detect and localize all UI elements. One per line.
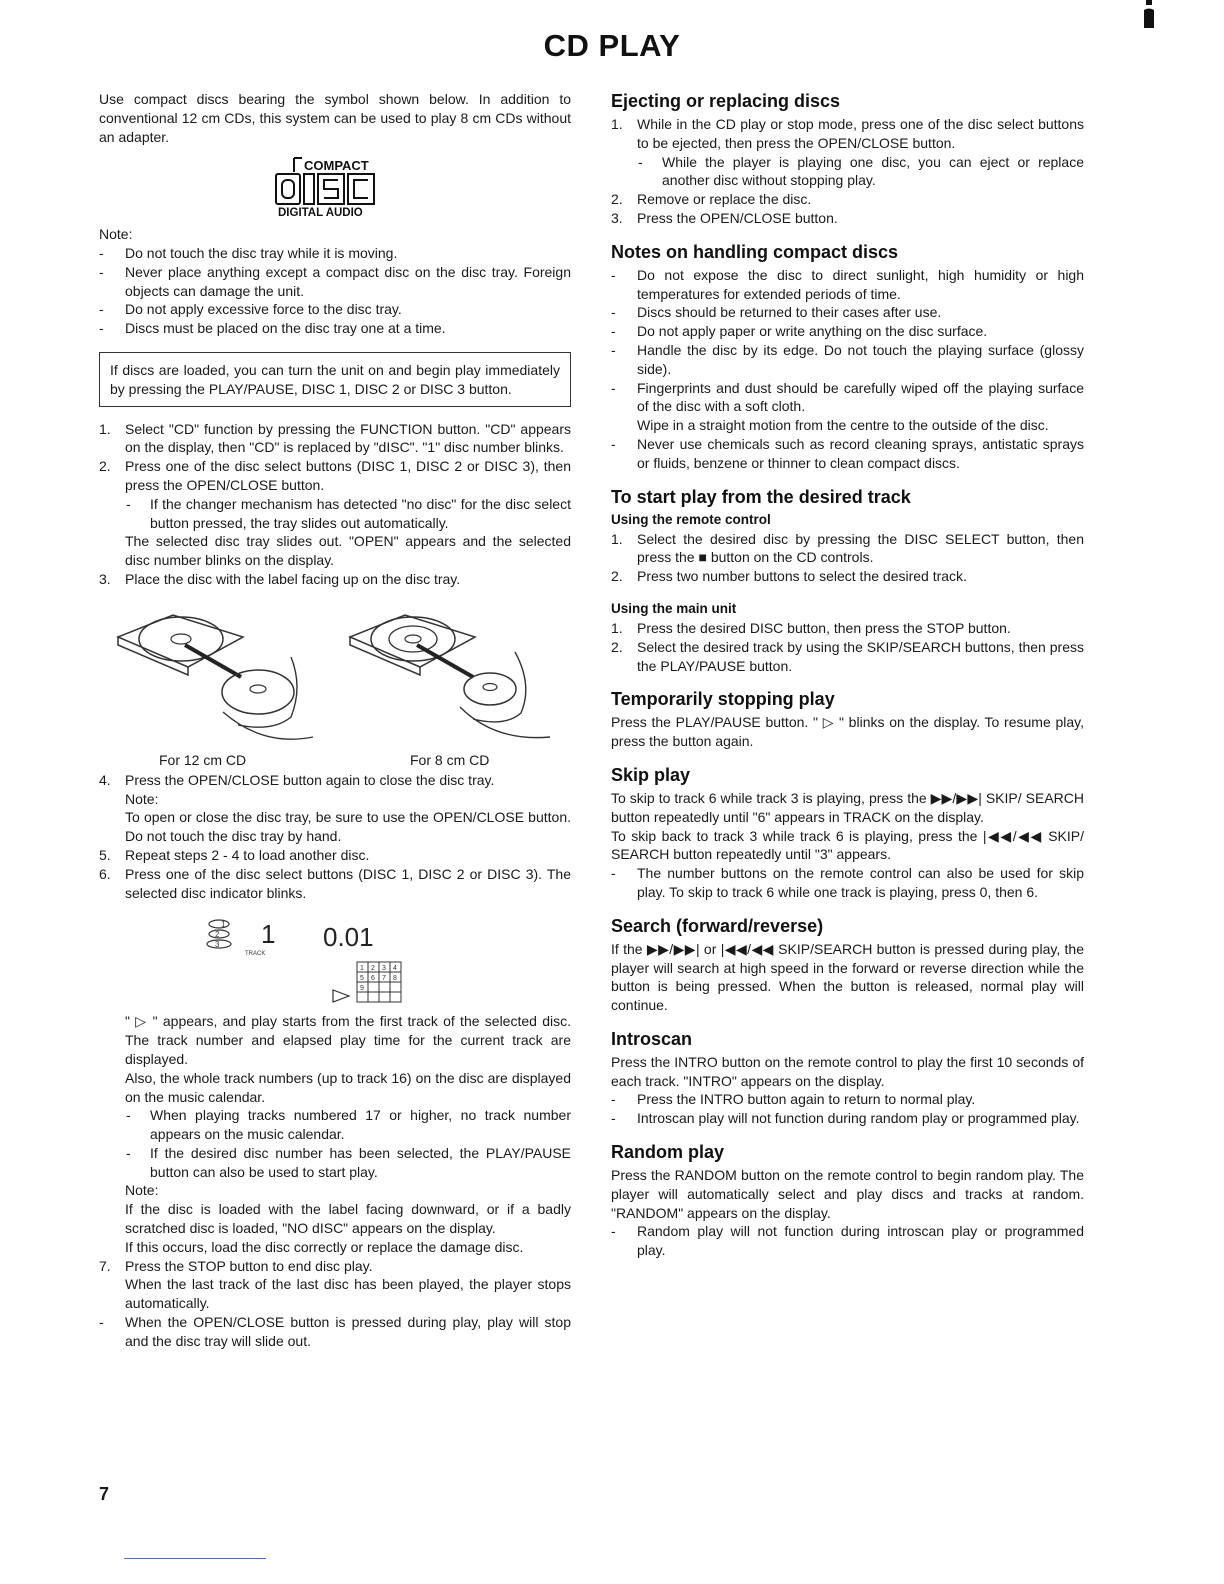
caption-8cm: For 8 cm CD bbox=[410, 751, 490, 768]
logo-compact-text: COMPACT bbox=[304, 158, 369, 174]
note-label: Note: bbox=[99, 226, 133, 243]
quick-start-box: If discs are loaded, you can turn the unit on and begin play immediately by pressing the PLAY/PAUSE, DISC 1, DISC 2 or DISC 3 button. bbox=[99, 352, 571, 407]
list-item: - Never use chemicals such as record cleaning sprays, antistatic sprays or fluids, benzene or thinner to clean compact discs. bbox=[611, 435, 1084, 471]
compact-disc-logo bbox=[274, 154, 394, 223]
list-item: 2. Select the desired track by using the SKIP/SEARCH buttons, then press the PLAY/PAUSE button. bbox=[611, 638, 1084, 674]
section-random bbox=[611, 1141, 1084, 1260]
section-handling bbox=[611, 241, 1084, 473]
section-pause bbox=[611, 688, 1084, 751]
list-item: 1. Press the desired DISC button, then press the STOP button. bbox=[611, 619, 1011, 636]
section-heading: Ejecting or replacing discs bbox=[611, 91, 841, 111]
step-2-after: The selected disc tray slides out. "OPEN" appears and the selected disc number blinks on the display. bbox=[125, 533, 571, 569]
disc-placement-figures bbox=[99, 607, 571, 767]
section-introscan bbox=[611, 1028, 1084, 1128]
disc-indicator-1: 1 bbox=[221, 920, 226, 930]
footer-rule bbox=[124, 1558, 266, 1559]
display-track-label: TRACK bbox=[245, 951, 266, 958]
list-item: 1. While in the CD play or stop mode, press one of the disc select buttons to be ejected, then press the OPEN/CLOSE button. bbox=[611, 116, 1084, 151]
list-item: - Introscan play will not function during random play or programmed play. bbox=[611, 1110, 1080, 1127]
step-6: 6. Press one of the disc select buttons (DISC 1, DISC 2 or DISC 3). The selected disc indicator blinks. bbox=[99, 865, 571, 901]
compact-disc-logo-icon bbox=[274, 154, 394, 218]
section-text: If the ▶▶/▶▶| or |◀◀/◀◀ SKIP/SEARCH button is pressed during play, the player will search at high speed in the forward or reverse direction while the button is being pressed. When the button is released, normal play will continue. bbox=[611, 940, 1084, 1014]
left-column bbox=[99, 90, 571, 1351]
note-item: - Do not touch the disc tray while it is moving. bbox=[99, 244, 398, 261]
list-item: 2. Remove or replace the disc. bbox=[611, 191, 812, 208]
step-1: 1. Select "CD" function by pressing the FUNCTION button. "CD" appears on the display, then "CD" is replaced by "dISC". "1" disc number blinks. bbox=[99, 420, 571, 456]
cal-cell: 1 bbox=[360, 965, 364, 973]
step-5: 5. Repeat steps 2 - 4 to load another disc. bbox=[99, 846, 370, 863]
note2-text: If the disc is loaded with the label facing downward, or if a badly scratched disc is loaded, "NO dISC" appears on the display. bbox=[125, 1201, 571, 1237]
note2-text: If this occurs, load the disc correctly or replace the damage disc. bbox=[125, 1238, 524, 1255]
step-7: 7. Press the STOP button to end disc play. bbox=[99, 1257, 373, 1274]
disc-indicator-3: 3 bbox=[215, 940, 220, 950]
note-item: - Discs must be placed on the disc tray one at a time. bbox=[99, 320, 446, 337]
note-item: - Do not apply excessive force to the disc tray. bbox=[99, 301, 402, 318]
list-sub-item: - While the player is playing one disc, you can eject or replace another disc without stopping play. bbox=[638, 153, 1084, 189]
caption-12cm: For 12 cm CD bbox=[159, 751, 247, 768]
cal-cell: 3 bbox=[382, 965, 386, 973]
right-column bbox=[611, 90, 1084, 1273]
sub-heading: Using the main unit bbox=[611, 600, 737, 616]
list-item: 3. Press the OPEN/CLOSE button. bbox=[611, 209, 838, 226]
section-heading: Introscan bbox=[611, 1028, 693, 1049]
section-eject bbox=[611, 90, 1084, 228]
intro-text: Use compact discs bearing the symbol shown below. In addition to conventional 12 cm CDs, this system can be used to play 8 cm CDs without an adapter. bbox=[99, 91, 571, 145]
cal-cell: 6 bbox=[371, 975, 375, 983]
section-heading: Skip play bbox=[611, 764, 691, 785]
section-text: Press the PLAY/PAUSE button. " ▷ " blinks on the display. To resume play, press the button again. bbox=[611, 714, 1084, 750]
section-text: Press the RANDOM button on the remote control to begin random play. The player will automatically select and play discs and tracks at random. "RANDOM" appears on the display. bbox=[611, 1167, 1084, 1221]
disc-12cm-illustration bbox=[113, 607, 333, 747]
section-text: To skip back to track 3 while track 6 is playing, press the |◀◀/◀◀ SKIP/ SEARCH button repeatedly until "3" appears. bbox=[611, 827, 1084, 863]
display-elapsed-time: 0.01 bbox=[323, 922, 374, 953]
list-item: - Do not expose the disc to direct sunlight, high humidity or high temperatures for extended periods of time. bbox=[611, 266, 1084, 302]
section-heading: Notes on handling compact discs bbox=[611, 241, 899, 262]
step-3: 3. Place the disc with the label facing up on the disc tray. bbox=[99, 570, 461, 587]
section-heading: Search (forward/reverse) bbox=[611, 915, 824, 936]
step-2-sub: - If the changer mechanism has detected "no disc" for the disc select button pressed, the tray slides out automatically. bbox=[126, 495, 571, 531]
step-2: 2. Press one of the disc select buttons (DISC 1, DISC 2 or DISC 3), then press the OPEN/CLOSE button. bbox=[99, 458, 571, 493]
note2-label: Note: bbox=[125, 1182, 159, 1199]
disc-8cm-illustration bbox=[345, 607, 565, 747]
after-display-sub: - If the desired disc number has been selected, the PLAY/PAUSE button can also be used to start play. bbox=[126, 1144, 571, 1180]
play-indicator-icon bbox=[333, 990, 349, 1002]
cal-cell: 9 bbox=[360, 985, 364, 993]
section-heading: To start play from the desired track bbox=[611, 486, 911, 507]
list-item: - Handle the disc by its edge. Do not touch the playing surface (glossy side). bbox=[611, 341, 1084, 377]
step-4-note: To open or close the disc tray, be sure to use the OPEN/CLOSE button. Do not touch the disc tray by hand. bbox=[125, 809, 571, 845]
page-corner-tab-icon bbox=[1140, 0, 1158, 30]
section-search bbox=[611, 915, 1084, 1015]
sub-heading: Using the remote control bbox=[611, 511, 771, 527]
section-start-track bbox=[611, 486, 1084, 676]
final-note: - When the OPEN/CLOSE button is pressed during play, play will stop and the disc tray will slide out. bbox=[99, 1314, 571, 1349]
logo-digital-audio-text: DIGITAL AUDIO bbox=[278, 207, 363, 219]
cal-cell: 7 bbox=[382, 975, 386, 983]
list-item: - Discs should be returned to their cases after use. bbox=[611, 304, 942, 321]
list-item: - Fingerprints and dust should be carefully wiped off the playing surface of the disc with a soft cloth. bbox=[611, 379, 1084, 415]
after-display-text: Also, the whole track numbers (up to track 16) on the disc are displayed on the music calendar. bbox=[125, 1069, 571, 1105]
step-7-after: When the last track of the last disc has been played, the player stops automatically. bbox=[125, 1276, 571, 1312]
list-item: - Do not apply paper or write anything on the disc surface. bbox=[611, 323, 988, 340]
list-item: 1. Select the desired disc by pressing the DISC SELECT button, then press the ■ button on the CD controls. bbox=[611, 530, 1084, 566]
section-text: Press the INTRO button on the remote control to play the first 10 seconds of each track. "INTRO" appears on the display. bbox=[611, 1053, 1084, 1089]
cal-cell: 8 bbox=[393, 975, 397, 983]
section-text: To skip to track 6 while track 3 is playing, press the ▶▶/▶▶| SKIP/ SEARCH button repeatedly until "6" appears in TRACK on the display. bbox=[611, 789, 1084, 825]
display-panel bbox=[199, 912, 519, 1004]
step-4: 4. Press the OPEN/CLOSE button again to close the disc tray. bbox=[99, 771, 495, 788]
note-item: - Never place anything except a compact disc on the disc tray. Foreign objects can damage the unit. bbox=[99, 263, 571, 299]
display-track-number: 1 bbox=[261, 919, 276, 950]
section-heading: Random play bbox=[611, 1142, 725, 1163]
cal-cell: 2 bbox=[371, 965, 375, 973]
list-item-continuation: Wipe in a straight motion from the centre to the outside of the disc. bbox=[637, 417, 1049, 434]
page-title: CD PLAY bbox=[543, 28, 681, 63]
page-number: 7 bbox=[99, 1484, 110, 1504]
step-4-note-label: Note: bbox=[125, 790, 159, 807]
list-item: - Random play will not function during introscan play or programmed play. bbox=[611, 1223, 1084, 1259]
list-item: - The number buttons on the remote control can also be used for skip play. To skip to track 6 while one track is playing, press 0, then 6. bbox=[611, 865, 1084, 900]
section-heading: Temporarily stopping play bbox=[611, 689, 835, 710]
section-skip bbox=[611, 764, 1084, 902]
list-item: 2. Press two number buttons to select the desired track. bbox=[611, 568, 967, 585]
cal-cell: 5 bbox=[360, 975, 364, 983]
cal-cell: 4 bbox=[393, 965, 397, 973]
after-display-text: " ▷ " appears, and play starts from the first track of the selected disc. The track number and elapsed play time for the current track are displayed. bbox=[125, 1013, 571, 1067]
after-display-sub: - When playing tracks numbered 17 or higher, no track number appears on the music calendar. bbox=[126, 1107, 571, 1143]
display-illustration bbox=[99, 912, 571, 1004]
list-item: - Press the INTRO button again to return to normal play. bbox=[611, 1091, 976, 1108]
disc-indicator-2: 2 bbox=[215, 930, 220, 940]
